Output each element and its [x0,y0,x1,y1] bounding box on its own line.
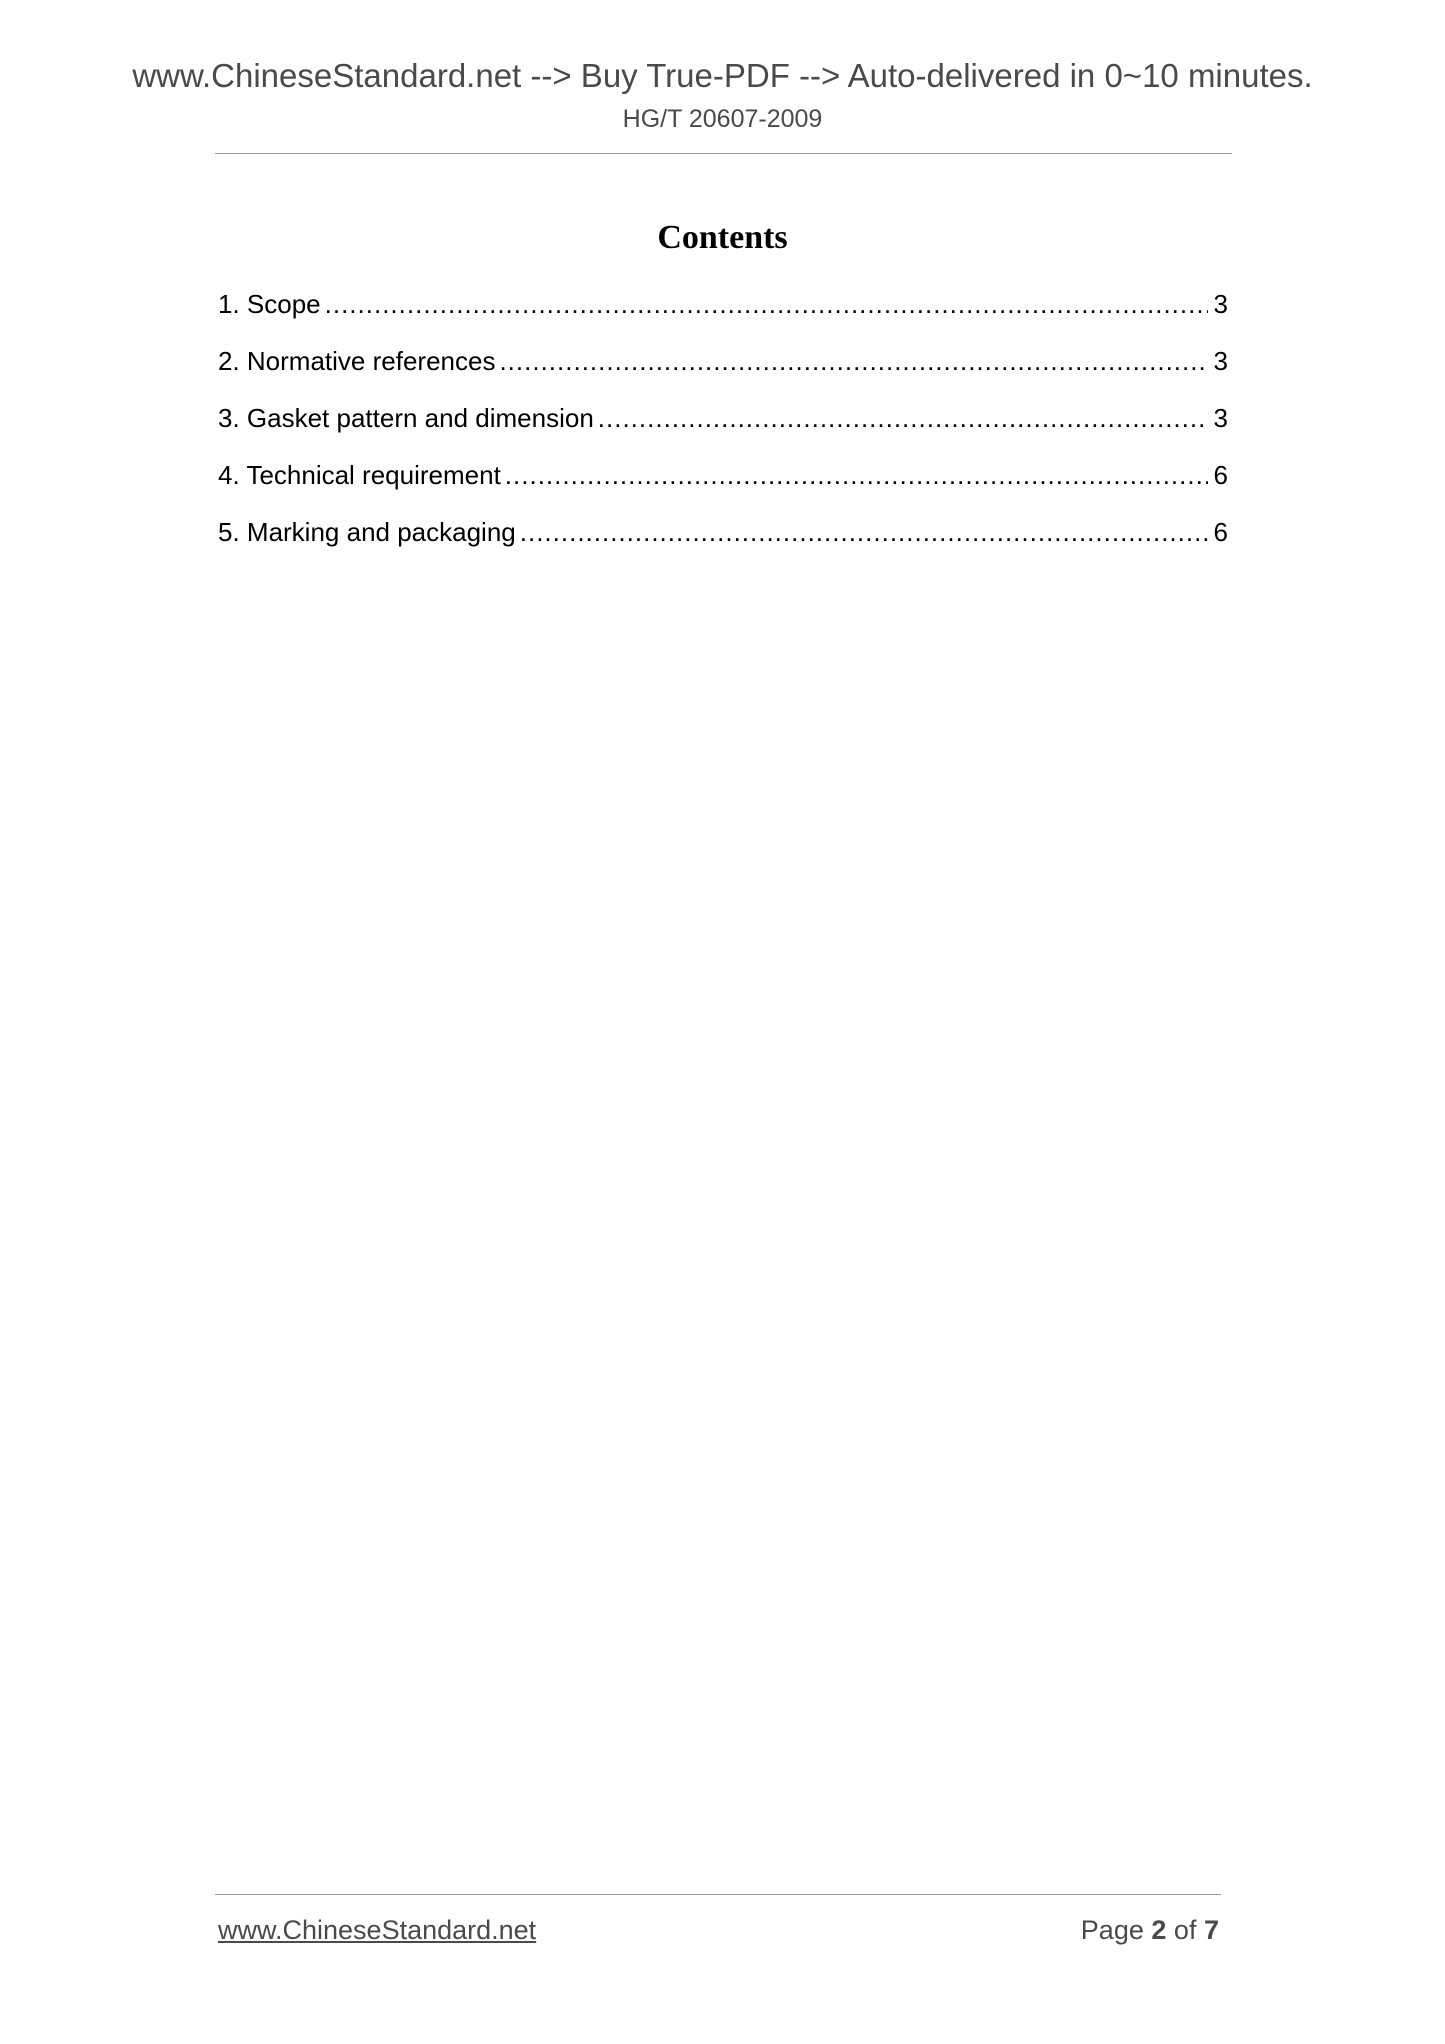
toc-entry-page: 3 [1213,289,1228,319]
toc-entry-label: 3. Gasket pattern and dimension [218,403,594,433]
toc-dot-leader [499,341,1207,381]
toc-entry-technical-requirement[interactable] [218,455,1228,512]
toc-entry-page: 3 [1213,346,1228,376]
header-divider [215,153,1232,154]
toc-entry-marking-packaging[interactable] [218,512,1228,569]
contents-title: Contents [657,219,788,256]
toc-entry-label: 4. Technical requirement [218,460,501,490]
table-of-contents [218,284,1228,569]
page-indicator [1081,1913,1219,1947]
toc-entry-page: 6 [1213,460,1228,490]
toc-dot-leader [520,512,1208,552]
toc-entry-normative-references[interactable] [218,341,1228,398]
toc-dot-leader [505,455,1208,495]
page-prefix: Page [1080,1915,1144,1945]
page-total: 7 [1203,1915,1219,1945]
footer-divider [215,1894,1221,1895]
toc-entry-scope[interactable] [218,284,1228,341]
document-code: HG/T 20607-2009 [622,105,823,133]
toc-entry-label: 5. Marking and packaging [218,517,516,547]
toc-entry-label: 2. Normative references [218,346,496,376]
toc-entry-gasket-pattern[interactable] [218,398,1228,455]
toc-entry-page: 3 [1213,403,1228,433]
toc-dot-leader [598,398,1208,438]
page-of: of [1173,1915,1197,1945]
toc-entry-page: 6 [1213,517,1228,547]
footer-website-link[interactable]: www.ChineseStandard.net [218,1915,537,1945]
header-banner: www.ChineseStandard.net --> Buy True-PDF --> Auto-delivered in 0~10 minutes. [132,57,1313,94]
toc-entry-label: 1. Scope [218,289,321,319]
page-current: 2 [1151,1915,1167,1945]
toc-dot-leader [325,284,1208,324]
